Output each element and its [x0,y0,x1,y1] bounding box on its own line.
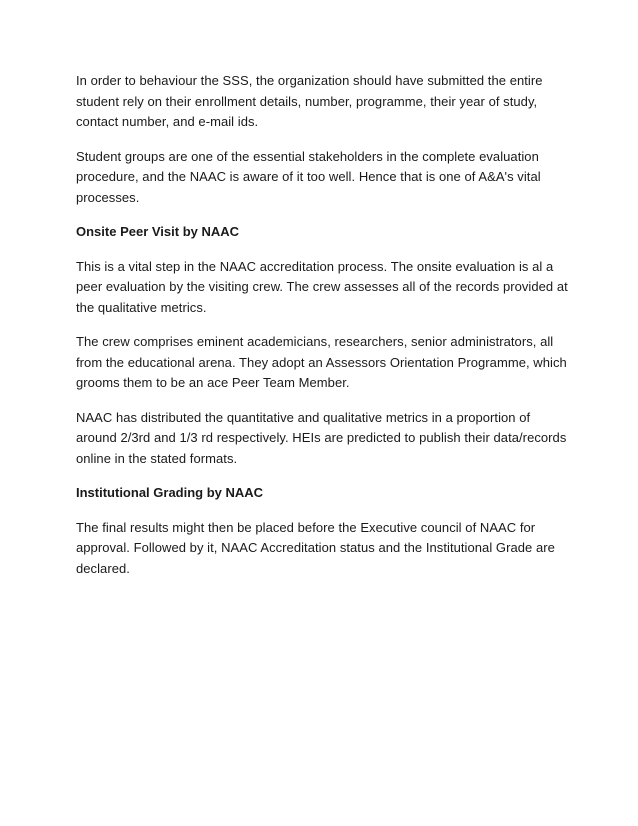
paragraph-vital-step: This is a vital step in the NAAC accreditation process. The onsite evaluation is al a peer evaluation by the visiting crew. The crew assesses all of the records provided at the qualitative metrics. [76,258,568,315]
paragraph-final-results: The final results might then be placed before the Executive council of NAAC for approval. Followed by it, NAAC Accreditation status and the Institutional Grade are declared. [76,519,555,576]
paragraph-student-groups: Student groups are one of the essential stakeholders in the complete evaluation procedure, and the NAAC is aware of it too well. Hence that is one of A&A's vital processes. [76,148,541,205]
heading-institutional-grading: Institutional Grading by NAAC [76,485,264,500]
document-body [76,71,568,593]
paragraph-metrics-distribution: NAAC has distributed the quantitative and qualitative metrics in a proportion of around 2/3rd and 1/3 rd respectively. HEIs are predicted to publish their data/records online in the stated formats. [76,409,567,466]
heading-onsite-peer-visit: Onsite Peer Visit by NAAC [76,224,240,239]
paragraph-sss-submission: In order to behaviour the SSS, the organization should have submitted the entire student rely on their enrollment details, number, programme, their year of study, contact number, and e-mail ids. [76,73,543,129]
paragraph-crew-composition: The crew comprises eminent academicians, researchers, senior administrators, all from the educational arena. They adopt an Assessors Orientation Programme, which grooms them to be an ace Peer Team Member. [76,334,567,390]
